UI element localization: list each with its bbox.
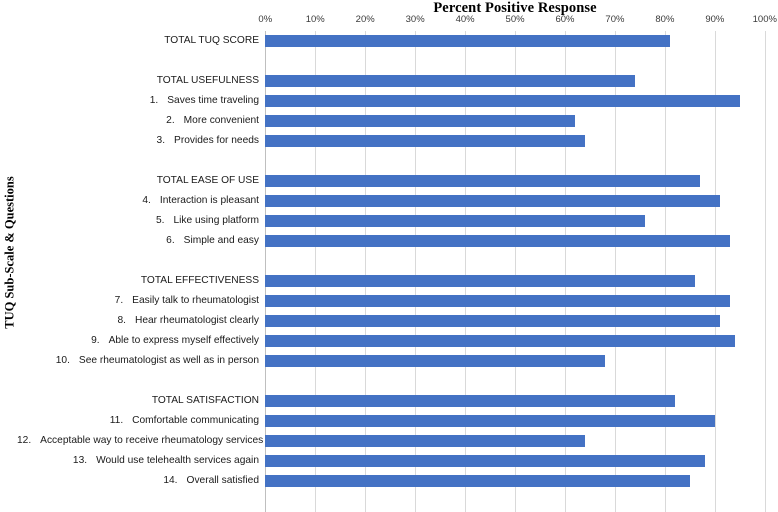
x-tick-label: 0% <box>258 14 273 25</box>
x-tick-label: 60% <box>555 14 575 25</box>
category-number: 10. <box>55 355 70 366</box>
bar <box>265 355 605 367</box>
category-number: 8. <box>117 315 126 326</box>
category-number: 13. <box>72 455 88 466</box>
category-label-text: Comfortable communicating <box>132 415 259 426</box>
category-label-text: Able to express myself effectively <box>108 335 259 346</box>
bars-layer <box>265 31 765 512</box>
category-label <box>17 95 259 107</box>
y-axis-title: TUQ Sub-Scale & Questions <box>2 176 17 329</box>
x-tick-label: 90% <box>705 14 725 25</box>
category-number: 1. <box>149 95 159 106</box>
x-tick-label: 50% <box>505 14 525 25</box>
category-label-text: TOTAL USEFULNESS <box>156 75 259 86</box>
category-number: 12. <box>17 435 32 446</box>
category-label <box>17 315 259 327</box>
category-label <box>17 75 259 87</box>
x-tick-label: 100% <box>752 14 777 25</box>
bar <box>265 75 635 87</box>
bar <box>265 135 585 147</box>
x-tick-label: 10% <box>305 14 325 25</box>
category-label-text: More convenient <box>183 115 259 126</box>
category-label <box>17 355 259 367</box>
bar <box>265 235 730 247</box>
category-label-text: TOTAL EFFECTIVENESS <box>140 275 259 286</box>
bar <box>265 195 720 207</box>
bar <box>265 455 705 467</box>
category-label-text: TOTAL EASE OF USE <box>156 175 259 186</box>
category-label <box>17 235 259 247</box>
category-number: 5. <box>155 215 165 226</box>
bar <box>265 315 720 327</box>
bar <box>265 435 585 447</box>
bar <box>265 95 740 107</box>
category-number: 14. <box>163 475 178 486</box>
category-label <box>17 135 259 147</box>
x-tick-label: 20% <box>355 14 375 25</box>
category-label <box>17 35 259 47</box>
category-number: 3. <box>156 135 166 146</box>
x-tick-label: 30% <box>405 14 425 25</box>
category-label-text: Acceptable way to receive rheumatology services <box>40 435 264 446</box>
category-label-text: Simple and easy <box>183 235 259 246</box>
category-label-text: Provides for needs <box>174 135 259 146</box>
bar <box>265 475 690 487</box>
category-label <box>17 455 259 467</box>
x-tick-label: 40% <box>455 14 475 25</box>
x-tick-label: 80% <box>655 14 675 25</box>
category-label <box>17 395 259 407</box>
bar <box>265 115 575 127</box>
category-number: 7. <box>114 295 124 306</box>
category-label <box>17 295 259 307</box>
category-label <box>17 115 259 127</box>
category-label-text: Easily talk to rheumatologist <box>132 295 259 306</box>
category-label <box>17 335 259 347</box>
category-label-text: See rheumatologist as well as in person <box>78 355 259 366</box>
bar <box>265 415 715 427</box>
category-number: 11. <box>109 415 124 426</box>
category-label <box>17 175 259 187</box>
bar <box>265 395 675 407</box>
category-label <box>17 195 259 207</box>
category-label <box>17 275 259 287</box>
category-number: 2. <box>166 115 175 126</box>
category-label-text: TOTAL TUQ SCORE <box>164 35 259 46</box>
category-label-text: Saves time traveling <box>167 95 259 106</box>
category-number: 9. <box>91 335 100 346</box>
bar <box>265 35 670 47</box>
bar <box>265 275 695 287</box>
bar <box>265 295 730 307</box>
category-labels <box>17 31 264 512</box>
x-tick-label: 70% <box>605 14 625 25</box>
category-number: 4. <box>142 195 151 206</box>
category-label-text: TOTAL SATISFACTION <box>151 395 259 406</box>
category-number: 6. <box>166 235 175 246</box>
category-label-text: Overall satisfied <box>186 475 259 486</box>
category-label-text: Like using platform <box>173 215 259 226</box>
category-label <box>17 435 264 447</box>
category-label-text: Hear rheumatologist clearly <box>134 315 259 326</box>
bar <box>265 175 700 187</box>
plot-area <box>265 31 765 512</box>
category-label-text: Would use telehealth services again <box>96 455 259 466</box>
bar <box>265 215 645 227</box>
category-label <box>17 415 259 427</box>
bar <box>265 335 735 347</box>
category-label-text: Interaction is pleasant <box>159 195 259 206</box>
x-axis-tick-labels <box>0 14 778 30</box>
category-label <box>17 475 259 487</box>
chart-title: Percent Positive Response <box>433 0 597 16</box>
category-label <box>17 215 259 227</box>
